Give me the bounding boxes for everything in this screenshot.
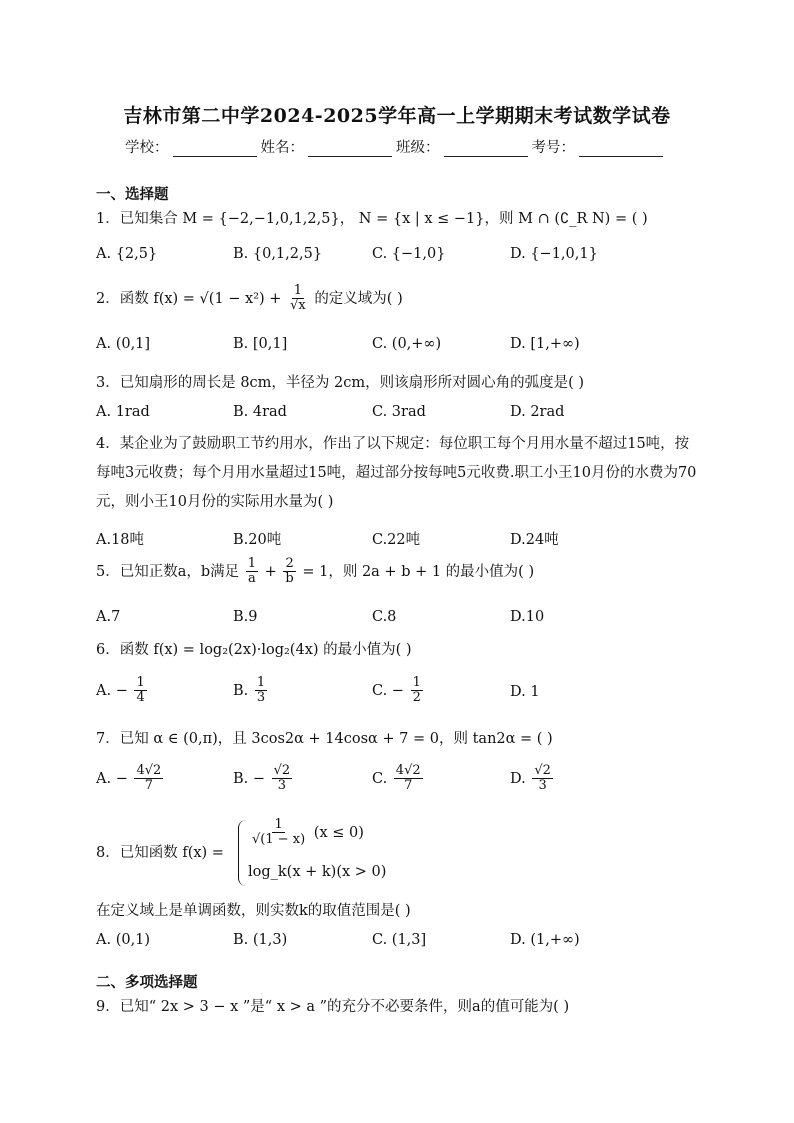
option-b[interactable]: B.20吨 [233,532,282,548]
name-field[interactable] [308,140,392,157]
option-b[interactable] [233,764,294,794]
class-field[interactable] [444,140,528,157]
question-4-options [96,528,656,552]
piecewise-case-1 [248,818,364,848]
fraction-denominator: √x [290,298,306,314]
option-label: A. − [96,770,128,787]
fraction-denominator: 3 [538,778,547,794]
fraction-denominator: 3 [256,690,266,706]
option-c[interactable]: C.8 [372,609,397,625]
fraction-numerator: 1 [247,556,257,571]
option-d[interactable]: D. 2rad [510,404,565,420]
question-7: 7．已知 α ∈ (0,π)，且 3cos2α + 14cosα + 7 = 0，则 tan2α = ( ) [96,731,553,747]
fraction [532,764,553,794]
option-d[interactable]: D. [1,+∞) [510,336,580,352]
question-2 [96,284,403,314]
plus-sign: + [264,563,277,580]
question-5-options [96,609,656,633]
fraction [288,284,308,314]
number-field[interactable] [579,140,663,157]
option-a[interactable]: A. (0,1) [96,932,151,948]
exam-title: 吉林市第二中学2024-2025学年高一上学期期末考试数学试卷 [123,105,671,127]
fraction-denominator: 7 [144,778,153,794]
case-1-condition: (x ≤ 0) [313,824,364,841]
option-a[interactable] [96,764,165,794]
option-c[interactable]: C.22吨 [372,532,421,548]
fraction [283,557,295,587]
question-1-options [96,246,656,270]
option-b[interactable]: B. (1,3) [233,932,288,948]
fraction [255,676,267,706]
fraction [394,764,423,794]
question-6-options [96,676,656,716]
question-5-text-end: = 1，则 2a + b + 1 的最小值为( ) [302,563,535,580]
option-d[interactable] [510,764,555,794]
fraction-denominator: 2 [412,690,421,706]
option-d[interactable]: D.24吨 [510,532,559,548]
fraction-numerator: 4√2 [395,763,421,778]
option-a[interactable]: A. (0,1] [96,336,151,352]
fraction [134,676,146,706]
fraction-denominator: √(1 − x) [252,832,306,848]
fraction [134,764,163,794]
option-b[interactable]: B. {0,1,2,5} [233,246,323,262]
question-3-options [96,404,656,428]
option-d[interactable]: D.10 [510,609,545,625]
fraction [250,818,307,848]
option-c[interactable] [372,676,425,706]
question-2-text-end: 的定义域为( ) [314,290,403,307]
question-9: 9．已知“ 2x > 3 − x ”是“ x > a ”的充分不必要条件，则a的值可能为( ) [96,999,570,1015]
fraction-denominator: a [248,571,256,587]
name-label: 姓名： [260,140,304,156]
option-a[interactable]: A.7 [96,609,121,625]
piecewise-case-2: log_k(x + k)(x > 0) [248,864,387,880]
number-label: 考号： [531,140,575,156]
school-label: 学校： [125,140,169,156]
question-2-options [96,336,656,360]
fraction-denominator: 4 [136,690,145,706]
fraction-numerator: √2 [534,763,551,778]
option-b[interactable] [233,676,269,706]
fraction [411,676,423,706]
option-label: C. − [372,682,404,699]
class-label: 班级： [396,140,440,156]
question-1: 1．已知集合 M = {−2,−1,0,1,2,5}， N = {x | x ≤ −1}，则 M ∩ (∁_R N) = ( ) [96,211,648,227]
fraction-denominator: b [285,571,294,587]
fraction-numerator: 2 [285,556,294,571]
option-label: B. [233,682,249,699]
option-b[interactable]: B. 4rad [233,404,287,420]
option-b[interactable]: B.9 [233,609,258,625]
school-field[interactable] [173,140,257,157]
option-c[interactable]: C. (1,3] [372,932,427,948]
fraction-numerator: 1 [293,283,303,298]
section-heading-multiple-choice: 二、多项选择题 [96,974,198,991]
option-a[interactable]: A. 1rad [96,404,150,420]
question-4: 4．某企业为了鼓励职工节约用水，作出了以下规定：每位职工每个月用水量不超过15吨，按每吨3元收费；每个月用水量超过15吨，超过部分按每吨5元收费.职工小王10月份的水费为70元，则小王10月份的实际用水量为( ) [96,436,697,510]
option-b[interactable]: B. [0,1] [233,336,288,352]
option-a[interactable]: A. {2,5} [96,246,158,262]
question-3: 3．已知扇形的周长是 8cm，半径为 2cm，则该扇形所对圆心角的弧度是( ) [96,375,585,391]
option-label: C. [372,770,388,787]
option-label: D. [510,770,526,787]
question-6: 6．函数 f(x) = log₂(2x)·log₂(4x) 的最小值为( ) [96,642,412,658]
option-d[interactable]: D. {−1,0,1} [510,246,598,262]
fraction-numerator: 1 [412,675,421,690]
option-c[interactable]: C. {−1,0} [372,246,446,262]
question-8-options [96,932,656,956]
section-heading-single-choice: 一、选择题 [96,186,169,203]
fraction-numerator: √2 [273,763,291,778]
question-2-text: 2．函数 f(x) = √(1 − x²) + [96,290,282,307]
fraction-numerator: 1 [256,675,266,690]
question-8-text: 在定义域上是单调函数，则实数k的取值范围是( ) [96,903,411,919]
fraction-denominator: 7 [404,778,413,794]
fraction [272,764,293,794]
fraction-denominator: 3 [277,778,287,794]
option-label: B. − [233,770,266,787]
option-c[interactable]: C. (0,+∞) [372,336,442,352]
option-c[interactable] [372,764,425,794]
option-a[interactable] [96,676,149,706]
option-d[interactable]: D. 1 [510,684,540,700]
question-5 [96,557,534,587]
student-info-line [125,136,667,157]
option-a[interactable]: A.18吨 [96,532,145,548]
option-d[interactable]: D. (1,+∞) [510,932,580,948]
fraction-numerator: 4√2 [136,763,162,778]
fraction-numerator: 1 [274,817,283,832]
fraction-numerator: 1 [136,675,145,690]
question-7-options [96,764,656,808]
option-c[interactable]: C. 3rad [372,404,426,420]
fraction [246,557,258,587]
option-label: A. − [96,682,128,699]
question-8-lead: 8．已知函数 f(x) = [96,845,224,861]
question-5-text: 5．已知正数a，b满足 [96,563,240,580]
